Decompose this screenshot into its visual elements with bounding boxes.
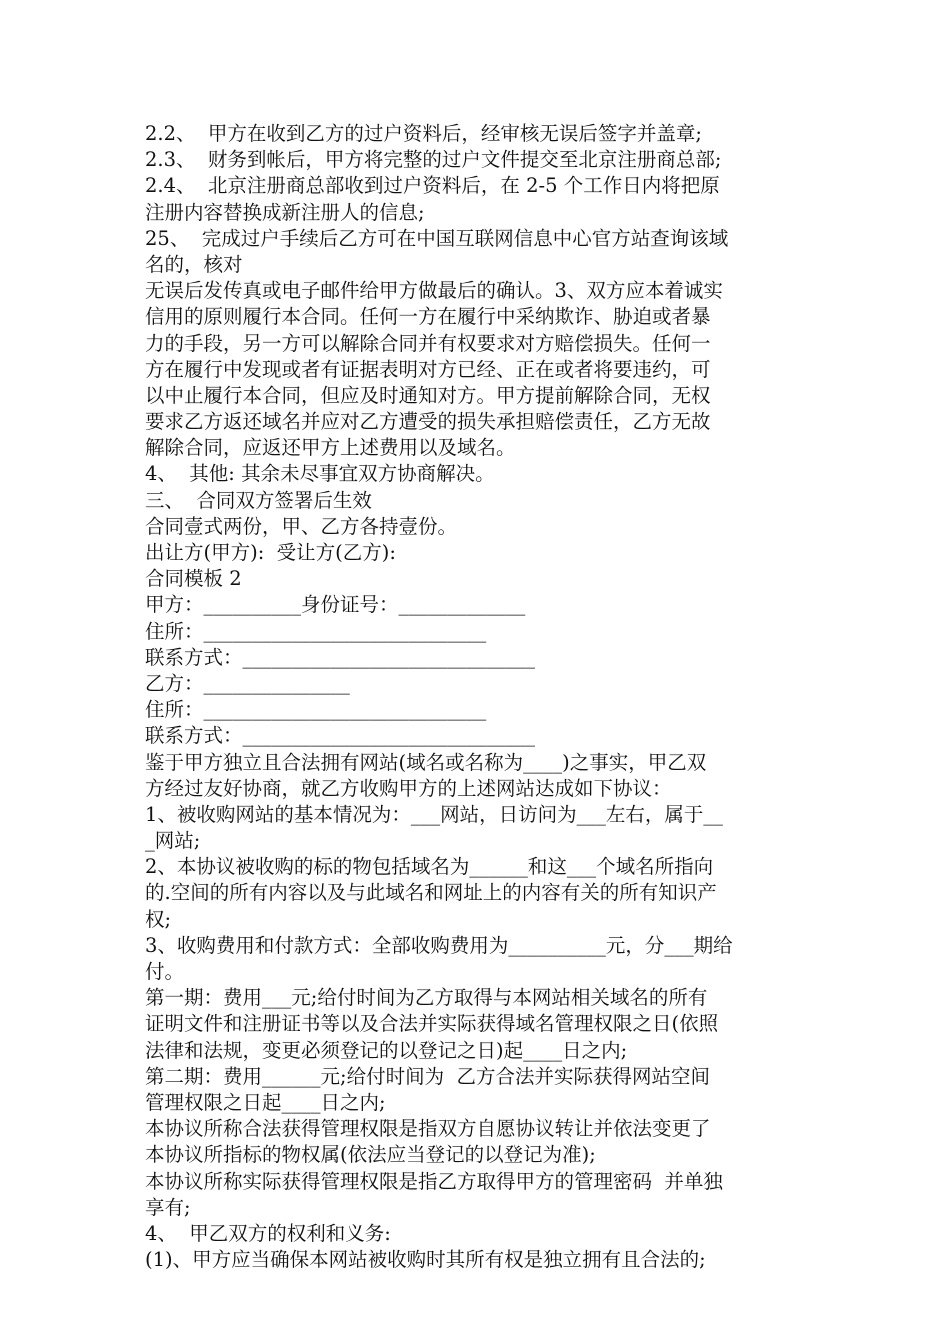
text-line: 3、收购费用和付款方式：全部收购费用为__________元，分___期给 <box>145 933 733 957</box>
text-line: 管理权限之日起____日之内; <box>145 1090 386 1114</box>
text-line: 信用的原则履行本合同。任何一方在履行中采纳欺诈、胁迫或者暴 <box>145 305 711 329</box>
text-line: 本协议所指标的物权属(依法应当登记的以登记为准); <box>145 1143 596 1167</box>
text-line: 25、 完成过户手续后乙方可在中国互联网信息中心官方站查询该域 <box>145 226 729 250</box>
text-line: 4、 甲乙双方的权利和义务: <box>145 1221 391 1245</box>
form-field-address: 住所：_____________________________ <box>145 698 487 722</box>
text-line: 无误后发传真或电子邮件给甲方做最后的确认。3、双方应本着诚实 <box>145 279 723 303</box>
text-line: 2.3、 财务到帐后，甲方将完整的过户文件提交至北京注册商总部; <box>145 148 722 172</box>
text-line: 证明文件和注册证书等以及合法并实际获得域名管理权限之日(依照 <box>145 1012 719 1036</box>
section-heading: 三、 合同双方签署后生效 <box>145 488 372 512</box>
text-line: 4、 其他: 其余未尽事宜双方协商解决。 <box>145 462 495 486</box>
document-body <box>145 121 810 1273</box>
form-field-address: 住所：_____________________________ <box>145 619 487 643</box>
text-line: _网站; <box>145 829 201 853</box>
form-field-contact: 联系方式：______________________________ <box>145 724 536 748</box>
text-line: 方经过友好协商，就乙方收购甲方的上述网站达成如下协议： <box>145 776 672 800</box>
text-line: 法律和法规，变更必须登记的以登记之日)起____日之内; <box>145 1038 628 1062</box>
template-heading: 合同模板 2 <box>145 567 242 591</box>
text-line: 名的，核对 <box>145 252 243 276</box>
text-line: 力的手段，另一方可以解除合同并有权要求对方赔偿损失。任何一 <box>145 331 711 355</box>
text-line: 2.2、 甲方在收到乙方的过户资料后，经审核无误后签字并盖章; <box>145 122 702 145</box>
text-line: 本协议所称合法获得管理权限是指双方自愿协议转让并依法变更了 <box>145 1117 711 1141</box>
text-line: 方在履行中发现或者有证据表明对方已经、正在或者将要违约，可 <box>145 357 711 381</box>
text-line: 第二期：费用______元;给付时间为 乙方合法并实际获得网站空间 <box>145 1064 710 1088</box>
text-line: 权; <box>145 907 172 931</box>
text-line: 注册内容替换成新注册人的信息; <box>145 200 425 224</box>
text-line: 的.空间的所有内容以及与此域名和网址上的内容有关的所有知识产 <box>145 881 717 905</box>
text-line: 2.4、 北京注册商总部收到过户资料后，在 2-5 个工作日内将把原 <box>145 174 720 198</box>
text-line: 2、本协议被收购的标的物包括域名为______和这___个域名所指向 <box>145 855 714 879</box>
text-line: 本协议所称实际获得管理权限是指乙方取得甲方的管理密码 并单独 <box>145 1169 723 1193</box>
text-line: 解除合同，应返还甲方上述费用以及域名。 <box>145 436 516 460</box>
form-field-party-a: 甲方：__________身份证号：_____________ <box>145 593 526 617</box>
form-field-party-b: 乙方：_______________ <box>145 671 350 695</box>
text-line: (1)、甲方应当确保本网站被收购时其所有权是独立拥有且合法的; <box>145 1248 706 1272</box>
text-line: 鉴于甲方独立且合法拥有网站(域名或名称为____)之事实，甲乙双 <box>145 750 707 774</box>
text-line: 以中止履行本合同，但应及时通知对方。甲方提前解除合同，无权 <box>145 383 711 407</box>
text-line: 要求乙方返还域名并应对乙方遭受的损失承担赔偿责任，乙方无故 <box>145 410 711 434</box>
text-line: 第一期：费用___元;给付时间为乙方取得与本网站相关域名的所有 <box>145 986 708 1010</box>
signature-line: 出让方(甲方): 受让方(乙方): <box>145 541 396 564</box>
text-line: 1、被收购网站的基本情况为：___网站，日访问为___左右，属于__ <box>145 802 723 826</box>
form-field-contact: 联系方式：______________________________ <box>145 645 536 669</box>
text-line: 付。 <box>145 960 185 983</box>
text-line: 享有; <box>145 1195 191 1219</box>
text-line: 合同壹式两份，甲、乙方各持壹份。 <box>145 514 458 538</box>
